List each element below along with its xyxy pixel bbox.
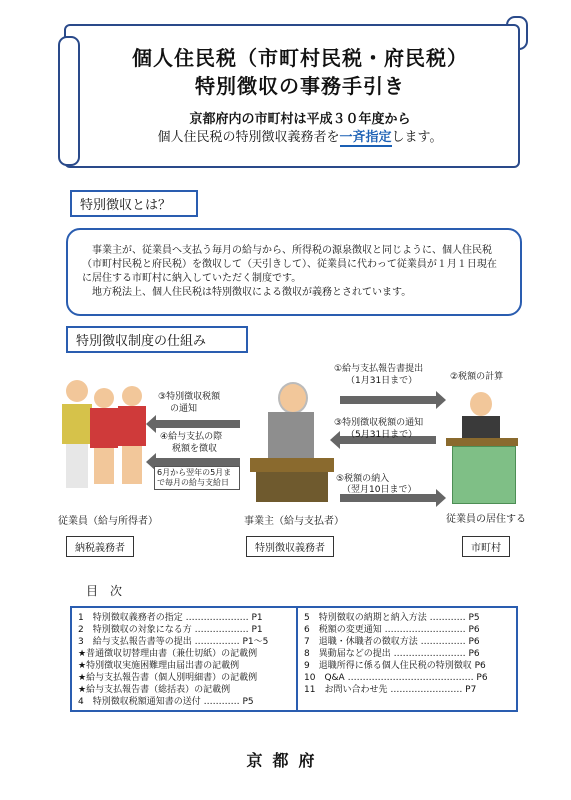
- step4-note: 6月から翌年の5月まで毎月の給与支給日: [154, 466, 240, 490]
- step3-right-label: ③特別徴収税額の通知: [334, 418, 424, 428]
- step3-right-sub: （5月31日まで）: [346, 430, 418, 440]
- description-para2: 地方税法上、個人住民税は特別徴収による徴収が義務とされています。: [92, 287, 412, 298]
- subtitle-line2: 個人住民税の特別徴収義務者を一斉指定します。: [157, 130, 443, 145]
- employees-tag: 納税義務者: [66, 536, 134, 557]
- toc-item: 1 特別徴収義務者の指定 ………………… P1: [78, 613, 263, 623]
- subtitle-highlight: 一斉指定: [339, 130, 392, 145]
- toc-item: 6 税額の変更通知 ……………………… P6: [304, 625, 480, 635]
- toc-left-column: [78, 612, 292, 708]
- toc-item: 11 お問い合わせ先 …………………… P7: [304, 685, 477, 695]
- step3-left-label: ③特別徴収税額: [158, 392, 221, 402]
- step5-sub: （翌月10日まで）: [342, 485, 417, 495]
- step2-label: ②税額の計算: [450, 372, 504, 382]
- toc-divider: [296, 608, 298, 710]
- toc-item: ★給与支払報告書（総括表）の記載例: [78, 685, 231, 695]
- issuer-name: 京都府: [246, 751, 325, 770]
- toc-item: 8 異動届などの提出 …………………… P6: [304, 649, 480, 659]
- toc-item: ★特別徴収実施困難理由届出書の記載例: [78, 661, 240, 671]
- employer-label: 事業主（給与支払者）: [244, 516, 344, 527]
- toc-item: ★給与支払報告書（個人別明細書）の記載例: [78, 673, 258, 683]
- arrow-notice-to-employees: [156, 420, 240, 428]
- step4-label: ④給与支払の際: [160, 432, 223, 442]
- toc-item: 10 Q&A …………………………………… P6: [304, 673, 488, 683]
- toc-item: 3 給与支払報告書等の提出 …………… P1〜5: [78, 637, 269, 647]
- toc-heading: 目 次: [86, 584, 123, 598]
- arrow-collect-from-employees: [156, 458, 240, 466]
- arrow-report-to-city: [340, 396, 436, 404]
- toc-item: 2 特別徴収の対象になる方 ……………… P1: [78, 625, 263, 635]
- subtitle-line1: 京都府内の市町村は平成３０年度から: [189, 112, 411, 127]
- title-line1: 個人住民税（市町村民税・府民税）: [132, 46, 468, 70]
- step1-label: ①給与支払報告書提出: [334, 364, 424, 374]
- section-heading-what: 特別徴収とは？: [70, 190, 198, 217]
- city-official-illustration: [444, 392, 520, 504]
- employer-tag: 特別徴収義務者: [246, 536, 334, 557]
- toc-right-column: [304, 612, 512, 696]
- step3-left-sub: の通知: [170, 404, 198, 414]
- step4-sub: 税額を徴収: [172, 444, 218, 454]
- title-line2: 特別徴収の事務手引き: [195, 74, 405, 98]
- toc-item: 4 特別徴収税額通知書の送付 ………… P5: [78, 697, 254, 707]
- employees-label: 従業員（給与所得者）: [58, 516, 158, 527]
- step1-sub: （1月31日まで）: [346, 376, 418, 386]
- city-label: 従業員の居住する: [446, 514, 526, 525]
- description-para1: 事業主が、従業員へ支払う毎月の給与から、所得税の源泉徴収と同じように、個人住民税（市町村民税と府民税）を徴収して（天引きして）、従業員に代わって従業員が１月１日現在に居住する市町村に納入していただく制度です。: [82, 245, 497, 284]
- toc-item: 9 退職所得に係る個人住民税の特別徴収 P6: [304, 661, 486, 671]
- toc-item: ★普通徴収切替理由書（兼仕切紙）の記載例: [78, 649, 258, 659]
- toc-item: 5 特別徴収の納期と納入方法 ………… P5: [304, 613, 480, 623]
- section-heading-mechanism: 特別徴収制度の仕組み: [66, 326, 248, 353]
- scroll-curl-left: [58, 36, 80, 166]
- step5-label: ⑤税額の納入: [336, 474, 390, 484]
- description-box: [66, 228, 522, 316]
- employer-illustration: [250, 378, 334, 504]
- table-of-contents: [70, 606, 518, 712]
- toc-item: 7 退職・休職者の徴収方法 …………… P6: [304, 637, 480, 647]
- city-tag: 市町村: [462, 536, 510, 557]
- employees-illustration: [60, 374, 150, 494]
